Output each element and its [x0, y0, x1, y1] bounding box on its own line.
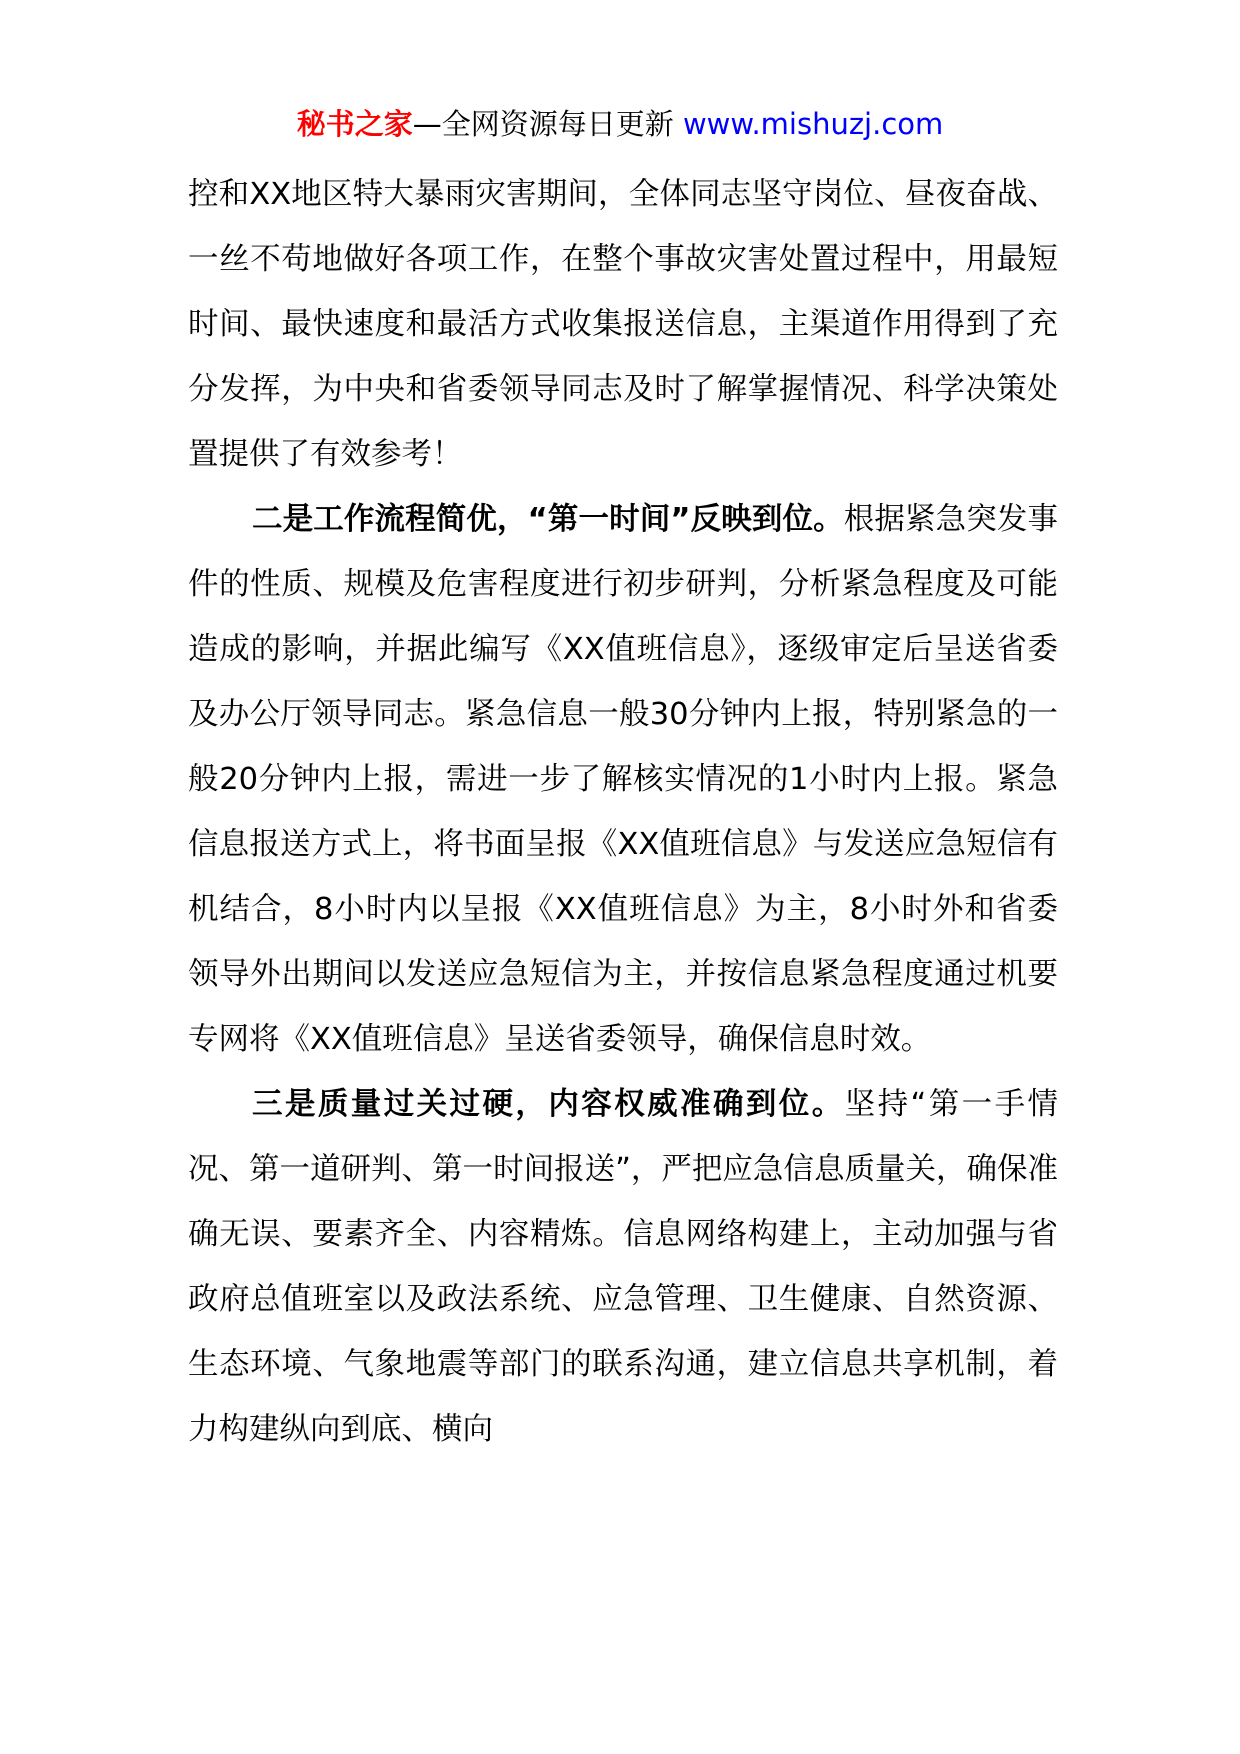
paragraph-text: 控和XX地区特大暴雨灾害期间，全体同志坚守岗位、昼夜奋战、一丝不苟地做好各项工作，在整个事故灾害处置过程中，用最短时间、最快速度和最活方式收集报送信息，主渠道作用得到了充分发挥，为中央和省委领导同志及时了解掌握情况、科学决策处置提供了有效参考！: [188, 177, 1058, 472]
document-body: [188, 162, 1058, 1462]
paragraph-section-three: [188, 1072, 1058, 1462]
site-tagline: —全网资源每日更新: [412, 107, 683, 141]
paragraph-section-two: [188, 487, 1058, 1072]
paragraph-continued: [188, 162, 1058, 487]
site-brand: 秘书之家: [296, 107, 413, 141]
paragraph-text: 根据紧急突发事件的性质、规模及危害程度进行初步研判，分析紧急程度及可能造成的影响，并据此编写《XX值班信息》，逐级审定后呈送省委及办公厅领导同志。紧急信息一般30分钟内上报，特别紧急的一般20分钟内上报，需进一步了解核实情况的1小时内上报。紧急信息报送方式上，将书面呈报《XX值班信息》与发送应急短信有机结合，8小时内以呈报《XX值班信息》为主，8小时外和省委领导外出期间以发送应急短信为主，并按信息紧急程度通过机要专网将《XX值班信息》呈送省委领导，确保信息时效。: [188, 502, 1059, 1057]
site-header: [0, 104, 1240, 144]
section-three-heading: 三是质量过关过硬，内容权威准确到位。: [252, 1087, 845, 1122]
section-two-heading: 二是工作流程简优，“第一时间”反映到位。: [252, 502, 844, 537]
paragraph-text: 坚持“第一手情况、第一道研判、第一时间报送”，严把应急信息质量关，确保准确无误、要素齐全、内容精炼。信息网络构建上，主动加强与省政府总值班室以及政法系统、应急管理、卫生健康、自然资源、生态环境、气象地震等部门的联系沟通，建立信息共享机制，着力构建纵向到底、横向: [188, 1087, 1058, 1447]
site-url-link[interactable]: www.mishuzj.com: [682, 107, 944, 141]
